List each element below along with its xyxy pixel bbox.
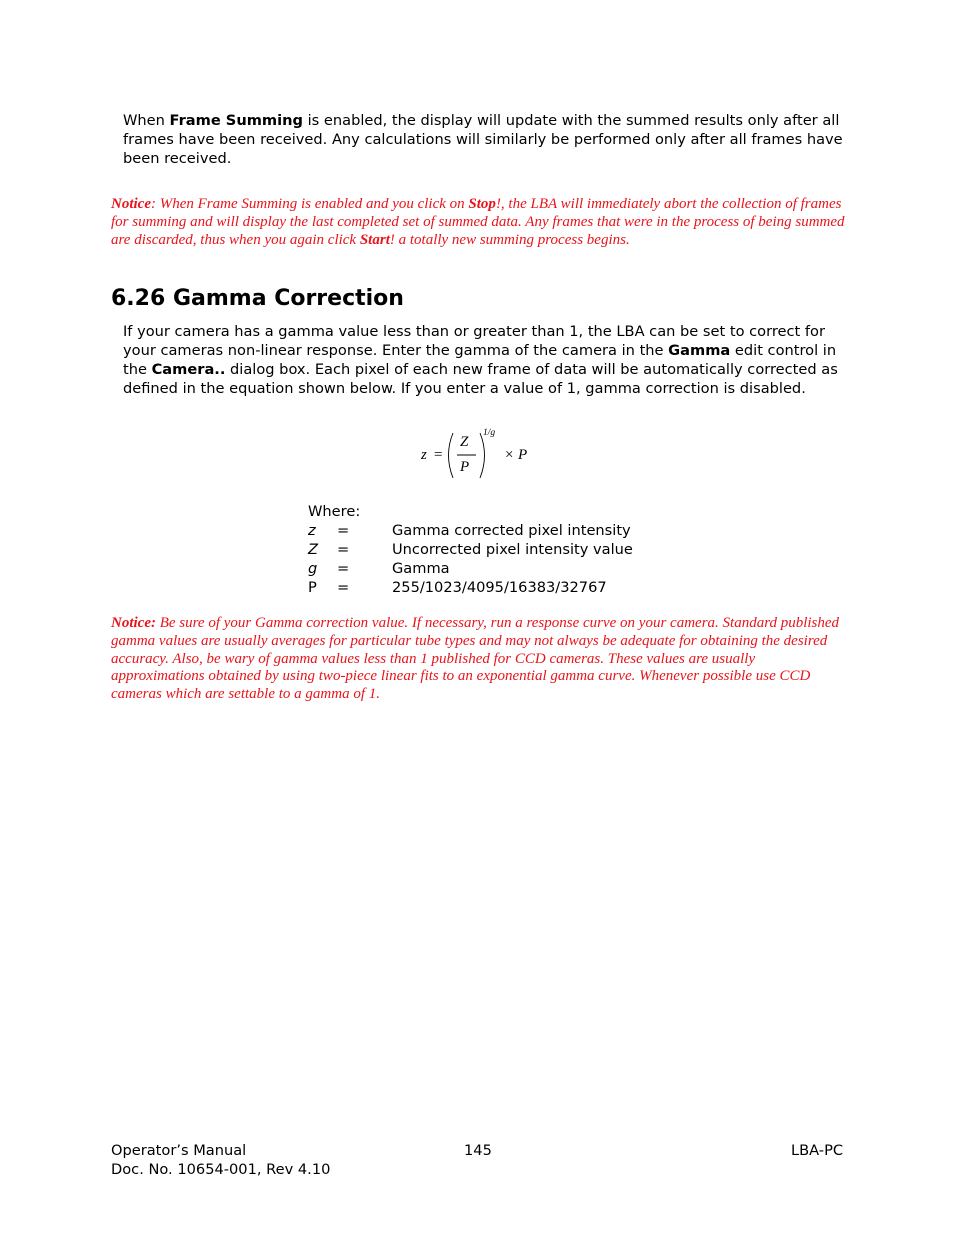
- definition-symbol: Z: [308, 541, 318, 558]
- gamma-paragraph: If your camera has a gamma value less than or greater than 1, the LBA can be set to correct for your cameras non-linear response. Enter the gamma of the camera in the Gamma edit control in the Camera.. dialog box. Each pixel of each new frame of data will be automatically corrected as defined in the equation shown below. If you enter a value of 1, gamma correction is disabled.: [123, 323, 838, 397]
- definition-symbol: P: [308, 579, 317, 596]
- stop-term: Stop: [468, 196, 496, 212]
- definition-text: 255/1023/4095/16383/32767: [392, 579, 607, 596]
- equation-rhs: P: [518, 447, 528, 463]
- gamma-notice: Notice: Be sure of your Gamma correction value. If necessary, run a response curve on your camera. Standard published gamma values are usually averages for particular tube types and may not always be adequate for obtaining the desired accuracy. Also, be wary of gamma values less than 1 published for CCD cameras. These values are usually approximations obtained by using two-piece linear fits to an exponential gamma curve. Whenever possible use CCD cameras which are settable to a gamma of 1.: [111, 615, 840, 703]
- definition-text: Uncorrected pixel intensity value: [392, 541, 633, 558]
- frame-summing-notice: Notice: When Frame Summing is enabled and you click on Stop!, the LBA will immediately abort the collection of frames for summing and will display the last completed set of summed data. Any frames that were in the process of being summed are discarded, thus when you again click Start! a totally new summing process begins.: [111, 196, 845, 248]
- equation-exponent: 1/g: [483, 428, 496, 438]
- start-term: Start: [359, 231, 390, 248]
- notice-label: Notice: [111, 196, 151, 212]
- definition-row: g = Gamma: [308, 560, 450, 577]
- where-definitions: [308, 502, 633, 597]
- manual-title: Operator’s Manual: [111, 1142, 247, 1159]
- definition-text: Gamma: [392, 560, 450, 577]
- equation-lhs: z: [421, 447, 427, 463]
- definition-row: z = Gamma corrected pixel intensity: [308, 522, 631, 539]
- equation-times: ×: [505, 447, 514, 463]
- section-heading: 6.26 Gamma Correction: [111, 286, 404, 311]
- equation-numerator: Z: [460, 434, 469, 450]
- definition-text: Gamma corrected pixel intensity: [392, 522, 631, 539]
- notice-label: Notice:: [111, 615, 156, 631]
- equation-denominator: P: [460, 459, 470, 475]
- definition-row: Z = Uncorrected pixel intensity value: [308, 541, 633, 558]
- product-name: LBA-PC: [791, 1142, 844, 1159]
- gamma-equation: [418, 428, 538, 484]
- definition-row: P = 255/1023/4095/16383/32767: [308, 579, 607, 596]
- where-title: Where:: [308, 503, 361, 520]
- document-number: Doc. No. 10654-001, Rev 4.10: [111, 1161, 331, 1178]
- page-number: 145: [464, 1142, 492, 1159]
- definition-symbol: g: [308, 560, 318, 577]
- camera-term: Camera..: [151, 361, 226, 378]
- footer-left: [111, 1141, 330, 1179]
- gamma-term: Gamma: [668, 342, 731, 359]
- definition-symbol: z: [308, 522, 316, 539]
- frame-summing-paragraph: When Frame Summing is enabled, the display will update with the summed results only after all frames have been received. Any calculations will similarly be performed only after all frames have been received.: [123, 112, 843, 167]
- frame-summing-term: Frame Summing: [169, 112, 303, 129]
- equation-equals: =: [434, 447, 443, 463]
